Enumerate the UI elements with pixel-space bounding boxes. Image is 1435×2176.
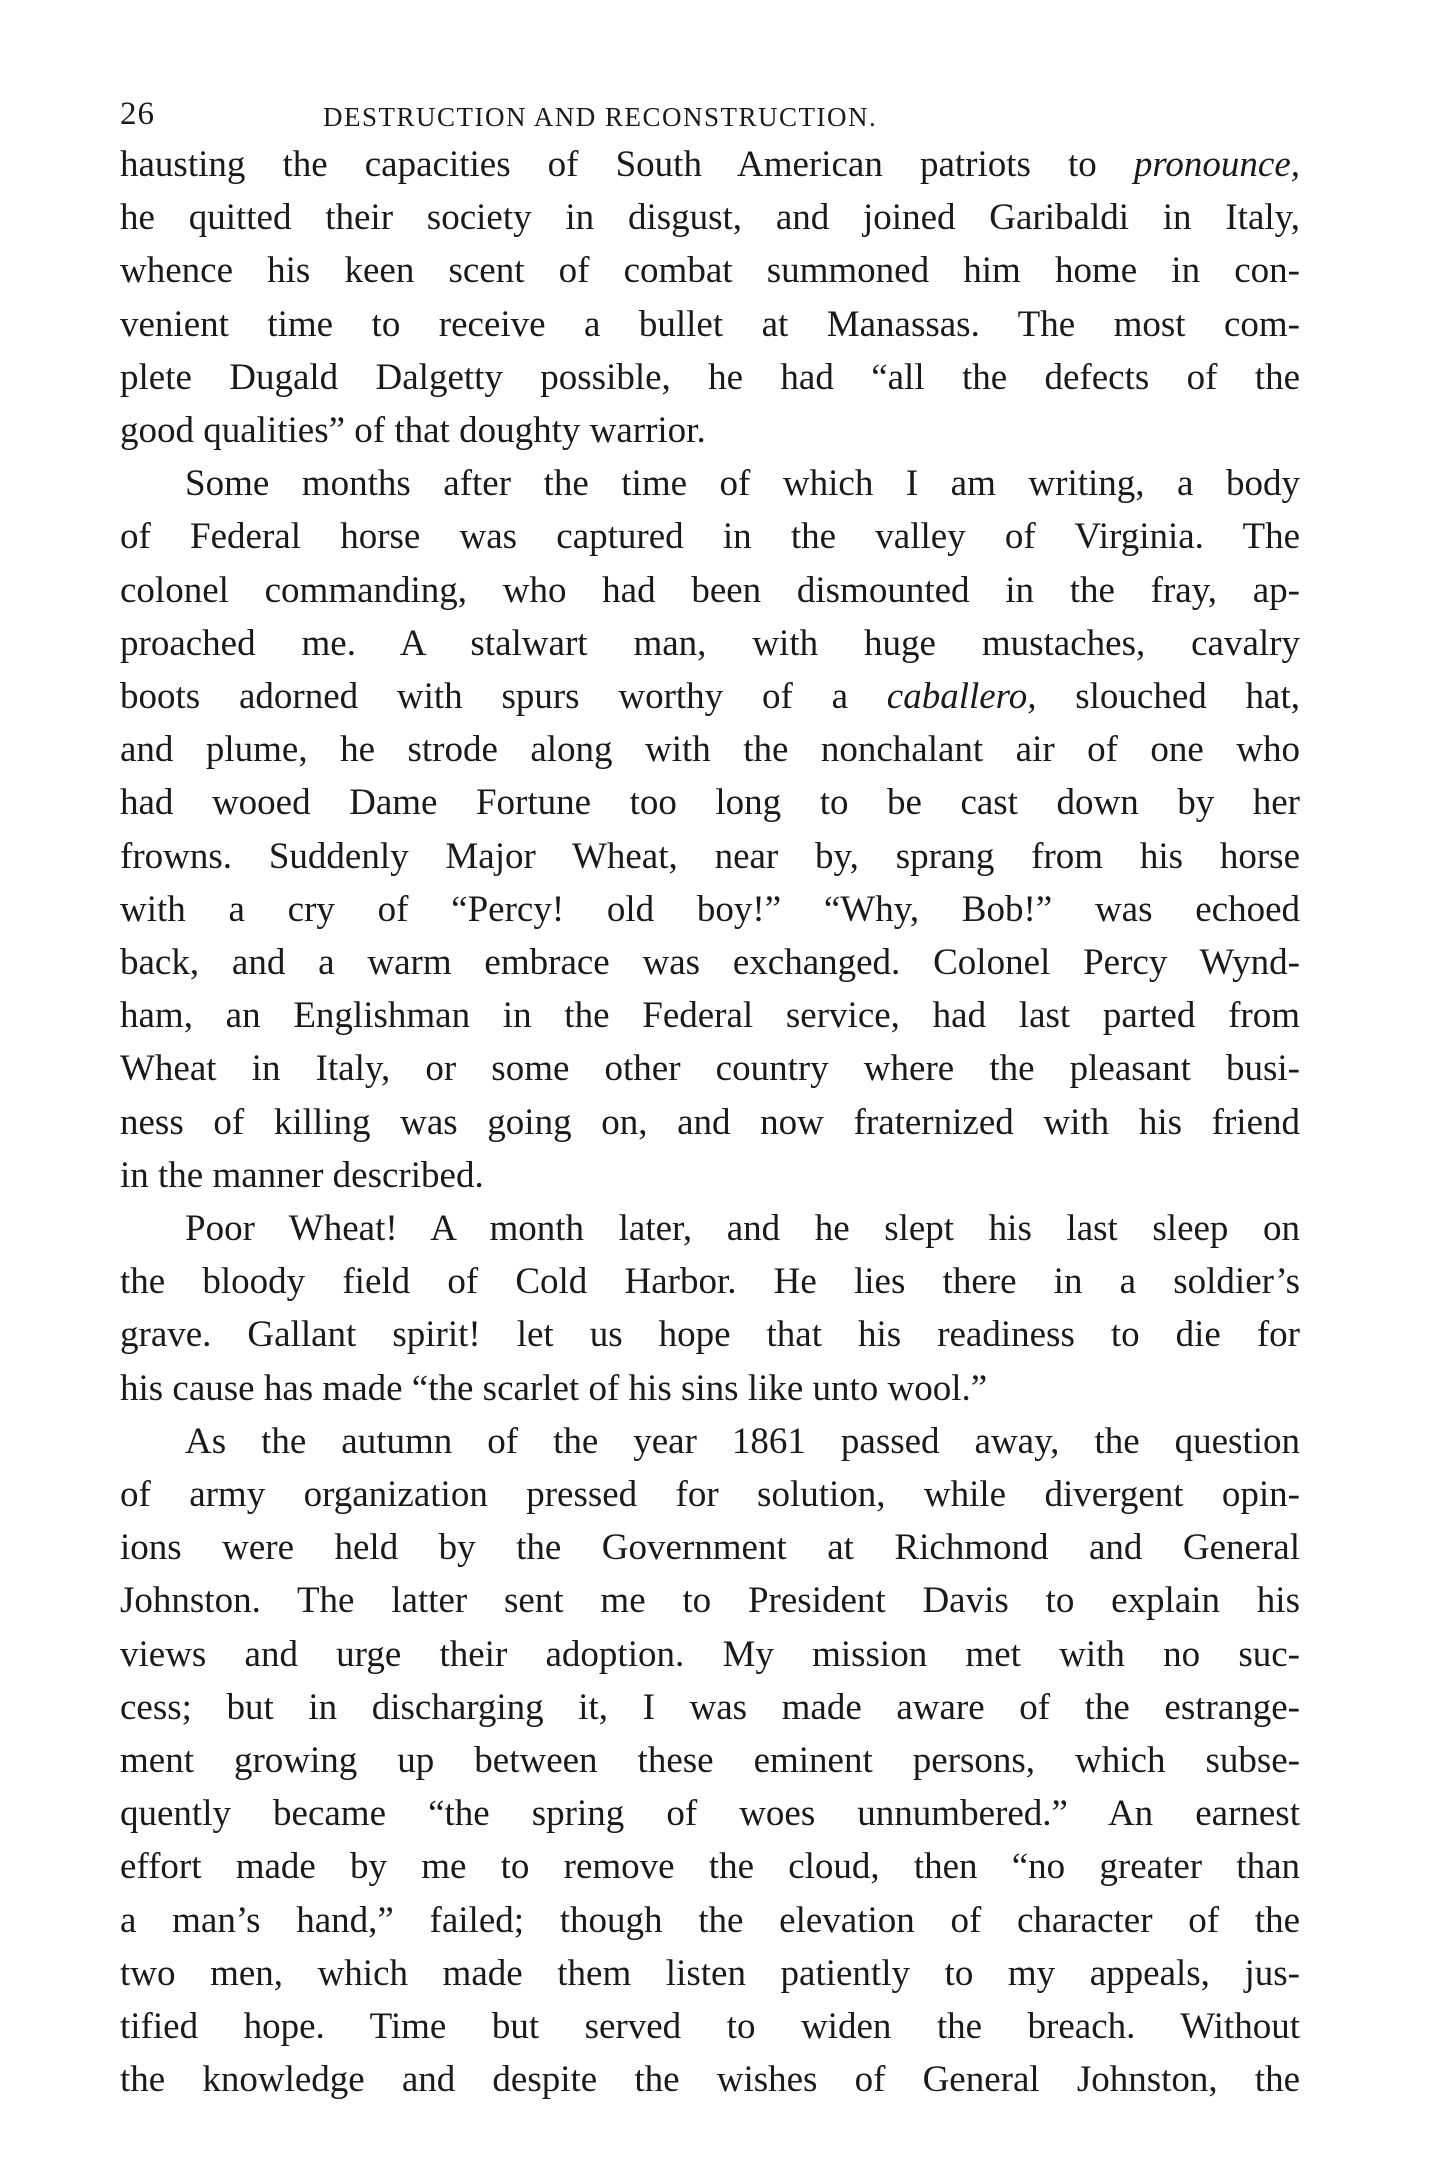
text-line: proached me. A stalwart man, with huge mustaches, cavalry bbox=[120, 622, 1300, 664]
text-line: plete Dugald Dalgetty possible, he had “all the defects of the bbox=[120, 356, 1300, 398]
text-line: in the manner described. bbox=[120, 1154, 484, 1196]
text-line: Wheat in Italy, or some other country where the pleasant busi- bbox=[120, 1048, 1300, 1090]
text-line: whence his keen scent of combat summoned him home in con- bbox=[120, 250, 1300, 292]
text-line: the bloody field of Cold Harbor. He lies there in a soldier’s bbox=[120, 1261, 1300, 1303]
page-header bbox=[120, 96, 1300, 146]
page-number: 26 bbox=[120, 96, 155, 132]
text-line: he quitted their society in disgust, and joined Garibaldi in Italy, bbox=[120, 197, 1300, 239]
text-line: had wooed Dame Fortune too long to be cast down by her bbox=[120, 782, 1300, 824]
text-line: venient time to receive a bullet at Manassas. The most com- bbox=[120, 303, 1300, 345]
text-line: of Federal horse was captured in the valley of Virginia. The bbox=[120, 516, 1300, 558]
text-line: frowns. Suddenly Major Wheat, near by, sprang from his horse bbox=[120, 835, 1300, 877]
text-line: a man’s hand,” failed; though the elevation of character of the bbox=[120, 1899, 1300, 1941]
text-line: ness of killing was going on, and now fraternized with his friend bbox=[120, 1101, 1300, 1143]
text-line: Poor Wheat! A month later, and he slept his last sleep on bbox=[185, 1208, 1300, 1249]
text-line: grave. Gallant spirit! let us hope that his readiness to die for bbox=[120, 1314, 1300, 1356]
text-line: quently became “the spring of woes unnumbered.” An earnest bbox=[120, 1793, 1300, 1835]
text-line: his cause has made “the scarlet of his sins like unto wool.” bbox=[120, 1367, 988, 1409]
text-line: effort made by me to remove the cloud, then “no greater than bbox=[120, 1846, 1300, 1888]
text-line: As the autumn of the year 1861 passed away, the question bbox=[185, 1420, 1300, 1462]
text-line: cess; but in discharging it, I was made aware of the estrange- bbox=[120, 1686, 1300, 1728]
text-line: ham, an Englishman in the Federal service, had last parted from bbox=[120, 995, 1300, 1037]
running-title: DESTRUCTION AND RECONSTRUCTION. bbox=[323, 102, 878, 132]
text-line: boots adorned with spurs worthy of a caballero, slouched hat, bbox=[120, 676, 1300, 717]
text-line: hausting the capacities of South American patriots to pronounce, bbox=[120, 144, 1300, 185]
text-line: Some months after the time of which I am writing, a body bbox=[185, 463, 1300, 505]
text-line: of army organization pressed for solution, while divergent opin- bbox=[120, 1474, 1300, 1515]
text-line: colonel commanding, who had been dismounted in the fray, ap- bbox=[120, 569, 1300, 611]
text-line: with a cry of “Percy! old boy!” “Why, Bob!” was echoed bbox=[120, 888, 1300, 930]
text-line: ions were held by the Government at Richmond and General bbox=[120, 1527, 1300, 1569]
text-line: views and urge their adoption. My mission met with no suc- bbox=[120, 1633, 1300, 1675]
text-line: two men, which made them listen patiently to my appeals, jus- bbox=[120, 1952, 1300, 1994]
text-line: Johnston. The latter sent me to President Davis to explain his bbox=[120, 1580, 1300, 1622]
text-line: ment growing up between these eminent persons, which subse- bbox=[120, 1740, 1300, 1781]
text-line: and plume, he strode along with the nonchalant air of one who bbox=[120, 729, 1300, 771]
text-line: back, and a warm embrace was exchanged. Colonel Percy Wynd- bbox=[120, 942, 1300, 983]
text-line: the knowledge and despite the wishes of General Johnston, the bbox=[120, 2059, 1300, 2101]
text-line: good qualities” of that doughty warrior. bbox=[120, 410, 706, 451]
text-line: tified hope. Time but served to widen the breach. Without bbox=[120, 2006, 1300, 2047]
